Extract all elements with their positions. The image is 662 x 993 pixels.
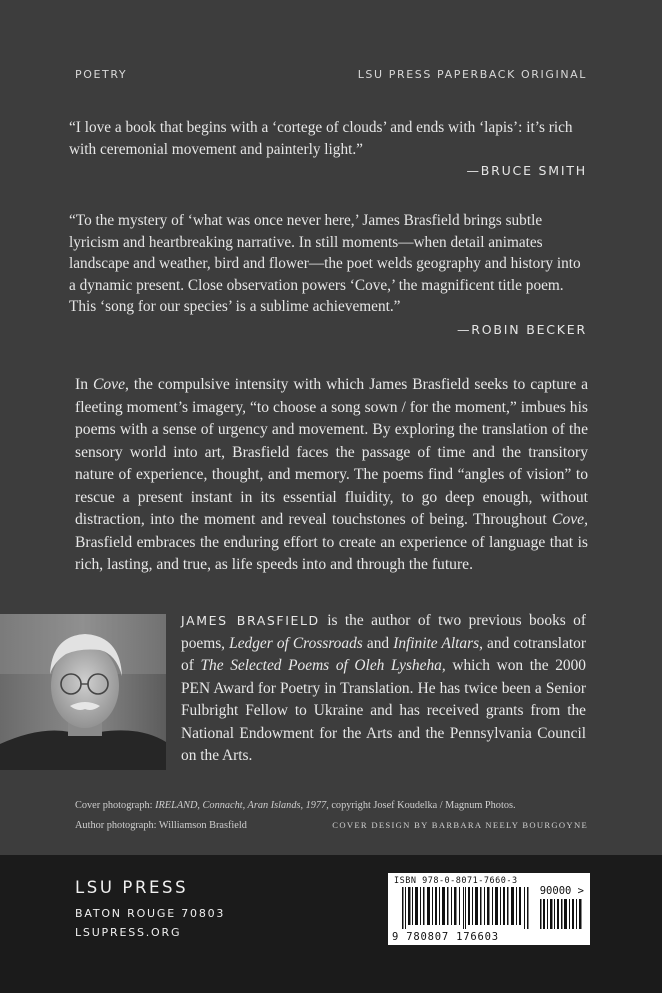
isbn-barcode bbox=[388, 873, 590, 945]
barcode-digits: 9 780807 176603 bbox=[392, 931, 499, 943]
barcode-addon-icon bbox=[540, 899, 584, 929]
book-title: Cove, bbox=[552, 511, 588, 528]
category-label: POETRY bbox=[75, 68, 128, 81]
edition-label: LSU PRESS PAPERBACK ORIGINAL bbox=[357, 68, 587, 81]
author-name: JAMES BRASFIELD bbox=[181, 613, 320, 628]
barcode-main-icon bbox=[402, 887, 532, 929]
publisher-url[interactable]: LSUPRESS.ORG bbox=[75, 926, 182, 939]
design-credit: COVER DESIGN BY BARBARA NEELY BOURGOYNE bbox=[332, 820, 588, 830]
book-description: In Cove, the compulsive intensity with which James Brasfield seeks to capture a fleeting moment’s imagery, “to choose a song sown / for the moment,” imbues his poems with a sense of urgency and movement. By exploring the translation of the sensory world into art, Brasfield faces the passage of time and the transitory nature of experience, thought, and memory. The poems find “angles of vision” to rescue a present instant in its essential fluidity, to go deep enough, without distraction, into the moment and reveal touchstones of being. Throughout Cove, Brasfield embraces the enduring effort to create an experience of language that is rich, lasting, and true, as life speeds into and through the future. bbox=[75, 376, 589, 573]
header-bar bbox=[75, 68, 587, 81]
blurb-2-text: “To the mystery of ‘what was once never here,’ James Brasfield brings subtle lyricism and heartbreaking narrative. In still moments—when detail animates landscape and weather, bird and flower—the poet welds geography and history into a dynamic present. Close observation powers ‘Cove,’ the magnificent title poem. This ‘song for our species’ is a sublime achievement.” bbox=[69, 212, 581, 315]
price-addon-label: 90000 > bbox=[539, 885, 584, 897]
cover-photo-credit: Cover photograph: IRELAND, Connacht, Aran Islands, 1977, copyright Josef Koudelka / Magnum Photos. bbox=[75, 800, 516, 811]
book-title: Cove bbox=[92, 376, 126, 393]
author-photo bbox=[0, 614, 166, 770]
blurb-1-text: “I love a book that begins with a ‘cortege of clouds’ and ends with ‘lapis’: it’s rich with ceremonial movement and painterly light.” bbox=[69, 119, 573, 158]
isbn-label: ISBN 978-0-8071-7660-3 bbox=[394, 876, 518, 886]
blurb-1-author: —BRUCE SMITH bbox=[466, 163, 587, 178]
blurb-2-author: —ROBIN BECKER bbox=[457, 322, 587, 337]
credits-line-2 bbox=[75, 820, 588, 831]
author-photo-credit: Author photograph: Williamson Brasfield bbox=[75, 820, 247, 831]
publisher-city: BATON ROUGE 70803 bbox=[75, 907, 226, 920]
author-bio: JAMES BRASFIELD is the author of two previous books of poems, Ledger of Crossroads and Infinite Altars, and cotranslator of The Selected Poems of Oleh Lysheha, which won the 2000 PEN Award for Poetry in Translation. He has twice been a Senior Fulbright Fellow to Ukraine and has received grants from the National Endowment for the Arts and the Pennsylvania Council on the Arts. bbox=[181, 612, 587, 764]
publisher-name: LSU PRESS bbox=[75, 878, 189, 897]
